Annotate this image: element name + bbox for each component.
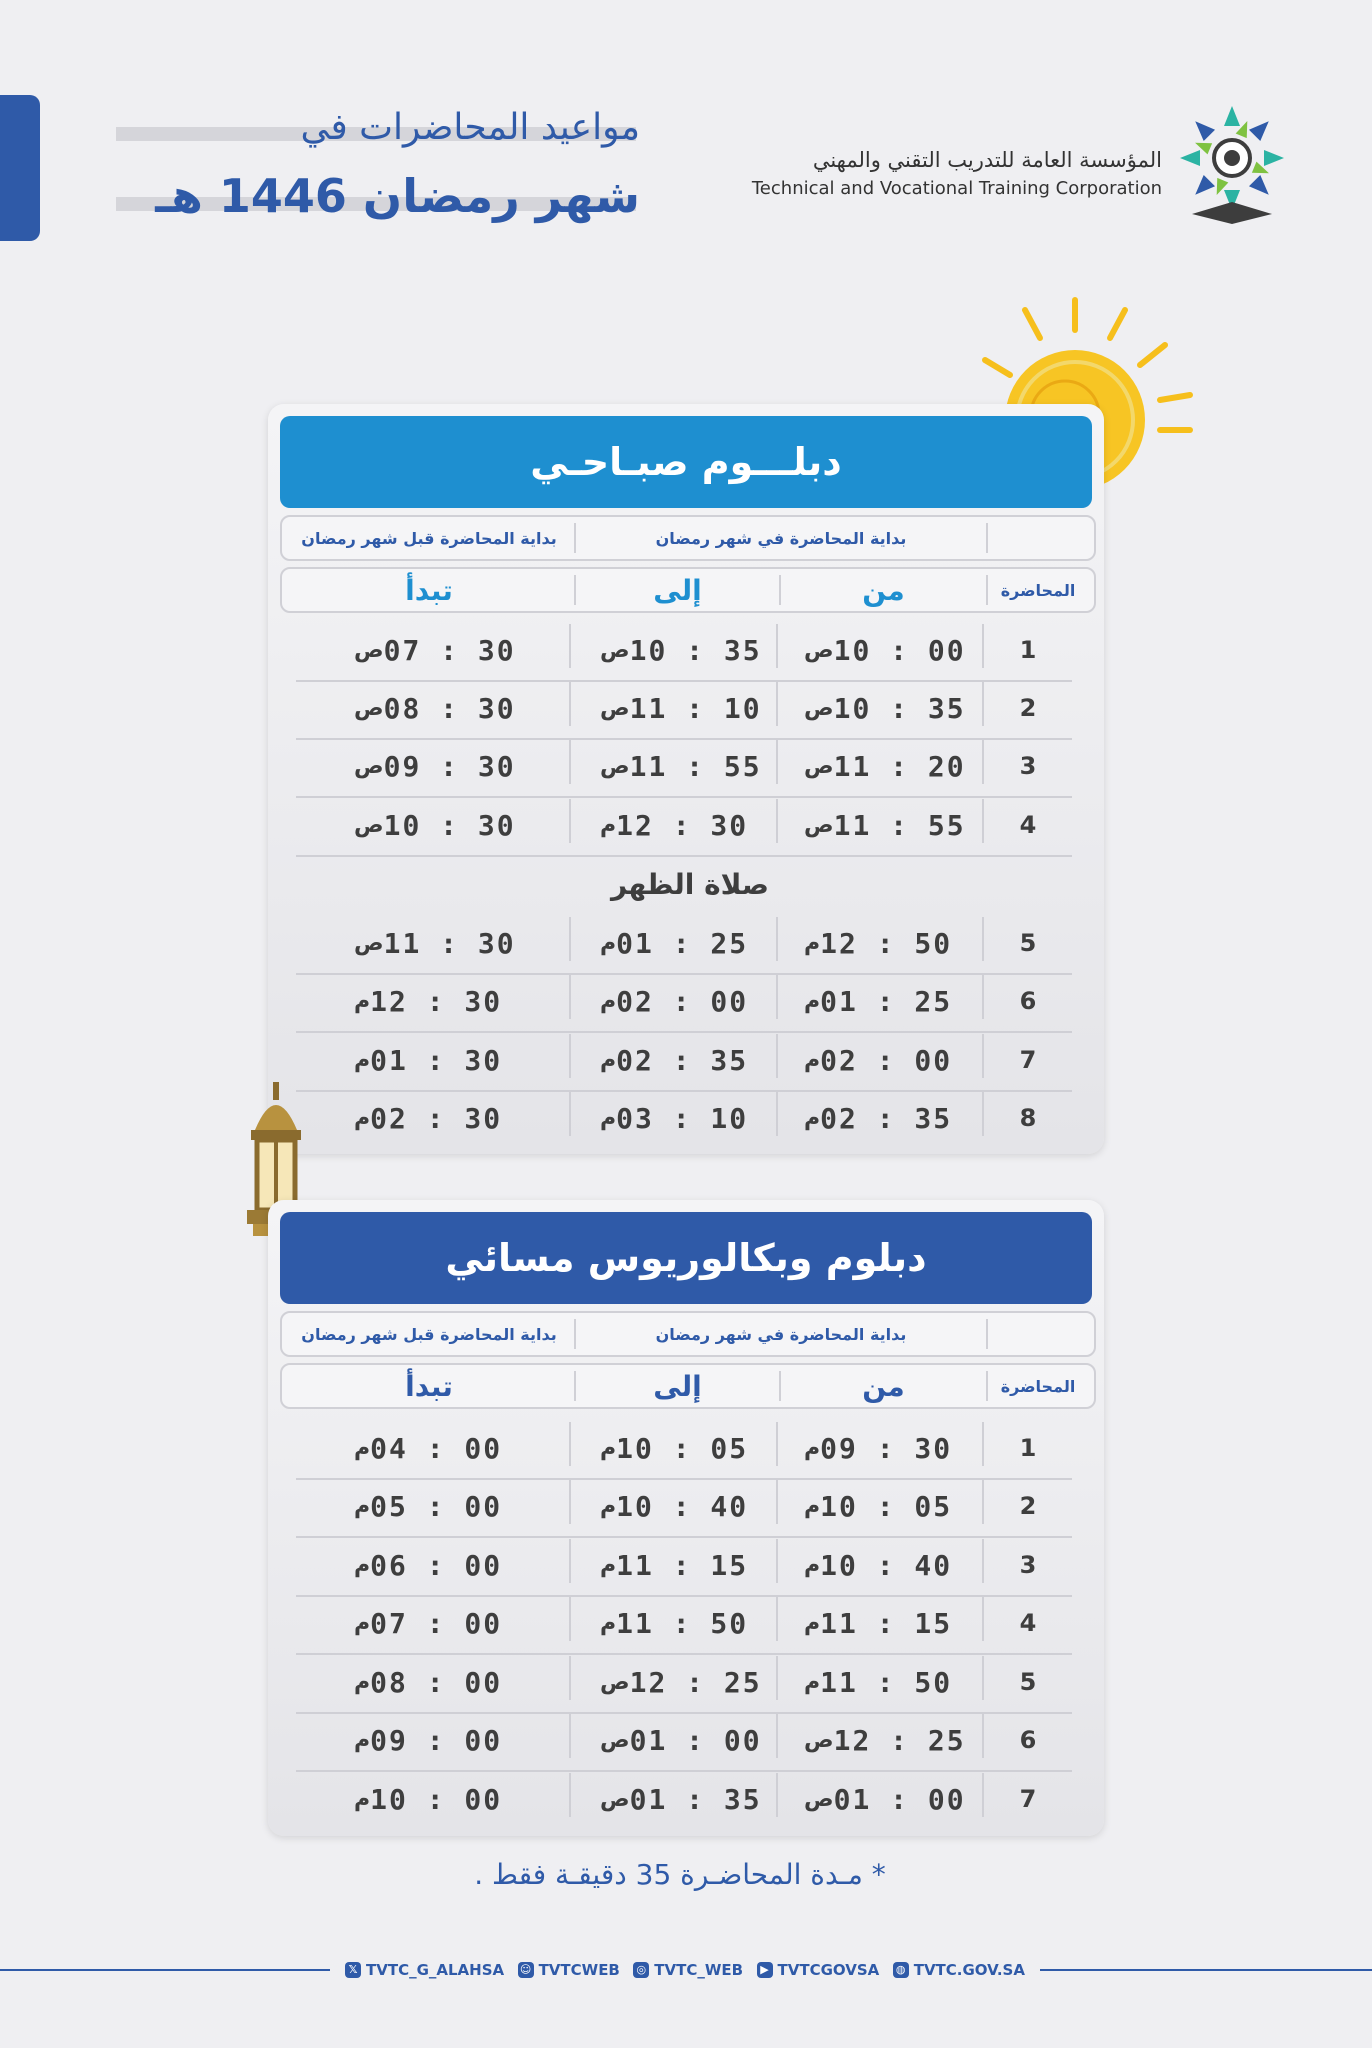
- lecture-number: 2: [1019, 694, 1039, 722]
- table-row: [296, 1597, 1072, 1655]
- youtube-icon: ▶: [757, 1962, 773, 1978]
- footer-link-text: TVTCWEB: [538, 1961, 620, 1979]
- side-accent-tab: [0, 95, 40, 241]
- from-time: 10 : 00: [833, 633, 966, 667]
- org-name-english: Technical and Vocational Training Corporation: [751, 178, 1162, 199]
- start-ampm: ص: [354, 695, 384, 721]
- group-ramadan-label: بداية المحاضرة في شهر رمضان: [655, 528, 907, 548]
- to-ampm: م: [600, 1435, 617, 1461]
- dhuhr-prayer-break: صلاة الظهر: [611, 868, 769, 901]
- evening-group-header: [280, 1311, 1096, 1357]
- to-ampm: ص: [600, 1669, 630, 1695]
- from-ampm: م: [804, 1105, 821, 1131]
- start-time: 04 : 00: [370, 1431, 503, 1465]
- start-time-cell: [340, 799, 570, 851]
- to-time: 01 : 00: [629, 1723, 762, 1757]
- start-time-cell: [340, 1539, 570, 1591]
- table-row: [296, 1034, 1072, 1092]
- from-ampm: ص: [804, 1786, 834, 1812]
- from-time: 11 : 15: [820, 1606, 953, 1640]
- from-time-cell: [790, 1656, 980, 1708]
- start-time: 05 : 00: [370, 1489, 503, 1523]
- start-time: 11 : 30: [383, 926, 516, 960]
- table-row: [296, 740, 1072, 798]
- start-time: 06 : 00: [370, 1548, 503, 1582]
- from-time: 10 : 40: [820, 1548, 953, 1582]
- from-ampm: ص: [804, 753, 834, 779]
- group-before-label: بداية المحاضرة قبل شهر رمضان: [301, 1324, 557, 1344]
- table-row: [296, 1480, 1072, 1538]
- start-time-cell: [340, 682, 570, 734]
- table-row: [296, 682, 1072, 740]
- to-time: 12 : 25: [629, 1665, 762, 1699]
- start-time-cell: [340, 740, 570, 792]
- col-to: إلى: [653, 573, 702, 607]
- from-ampm: ص: [804, 812, 834, 838]
- to-time-cell: [586, 1422, 786, 1474]
- start-time-cell: [340, 1597, 570, 1649]
- to-time-cell: [586, 975, 786, 1027]
- table-row: [296, 917, 1072, 975]
- lecture-number: 4: [1019, 1609, 1039, 1637]
- start-ampm: م: [354, 988, 371, 1014]
- table-row: [296, 1773, 1072, 1831]
- to-time: 01 : 35: [629, 1782, 762, 1816]
- to-time: 01 : 25: [616, 926, 749, 960]
- to-time: 02 : 35: [616, 1043, 749, 1077]
- start-time-cell: [340, 624, 570, 676]
- to-ampm: م: [600, 1493, 617, 1519]
- footer-social-links: [0, 1952, 1372, 1988]
- start-ampm: م: [354, 1552, 371, 1578]
- start-time: 10 : 30: [383, 808, 516, 842]
- start-time-cell: [340, 917, 570, 969]
- footer-link-text: TVTC_G_ALAHSA: [366, 1961, 505, 1979]
- lecture-number: 1: [1019, 636, 1039, 664]
- to-time: 10 : 40: [616, 1489, 749, 1523]
- to-time-cell: [586, 1480, 786, 1532]
- start-ampm: م: [354, 1669, 371, 1695]
- web-icon: ◍: [893, 1962, 909, 1978]
- lecture-duration-note: * مـدة المحاضـرة 35 دقيقـة فقط .: [474, 1858, 886, 1891]
- from-time-cell: [790, 682, 980, 734]
- footer-link-instagram[interactable]: [633, 1961, 743, 1979]
- lecture-number: 1: [1019, 1434, 1039, 1462]
- footer-link-web[interactable]: [893, 1961, 1025, 1979]
- from-time-cell: [790, 1773, 980, 1825]
- lecture-number: 3: [1019, 752, 1039, 780]
- from-time: 12 : 25: [833, 1723, 966, 1757]
- to-ampm: م: [600, 1047, 617, 1073]
- table-row: [296, 1656, 1072, 1714]
- to-time-cell: [586, 1539, 786, 1591]
- table-row: [296, 975, 1072, 1033]
- start-time-cell: [340, 1480, 570, 1532]
- start-ampm: ص: [354, 812, 384, 838]
- from-time-cell: [790, 740, 980, 792]
- from-time-cell: [790, 917, 980, 969]
- footer-link-text: TVTC.GOV.SA: [913, 1961, 1025, 1979]
- from-time-cell: [790, 1092, 980, 1144]
- from-time: 10 : 35: [833, 691, 966, 725]
- morning-column-header: [280, 567, 1096, 613]
- col-starts: تبدأ: [405, 573, 453, 607]
- to-ampm: ص: [600, 637, 630, 663]
- title-line-2: شهر رمضان 1446 هـ: [155, 169, 640, 223]
- start-time: 10 : 00: [370, 1782, 503, 1816]
- start-time: 08 : 00: [370, 1665, 503, 1699]
- from-time: 10 : 05: [820, 1489, 953, 1523]
- from-time-cell: [790, 624, 980, 676]
- start-time-cell: [340, 1422, 570, 1474]
- from-time-cell: [790, 975, 980, 1027]
- to-time: 11 : 15: [616, 1548, 749, 1582]
- from-ampm: م: [804, 1435, 821, 1461]
- start-time-cell: [340, 975, 570, 1027]
- to-time-cell: [586, 624, 786, 676]
- from-time-cell: [790, 1714, 980, 1766]
- to-ampm: م: [600, 1105, 617, 1131]
- from-time: 01 : 00: [833, 1782, 966, 1816]
- footer-link-x[interactable]: [345, 1961, 504, 1979]
- to-ampm: م: [600, 812, 617, 838]
- start-ampm: ص: [354, 753, 384, 779]
- start-time: 02 : 30: [370, 1101, 503, 1135]
- footer-link-text: TVTC_WEB: [654, 1961, 744, 1979]
- to-time: 11 : 50: [616, 1606, 749, 1640]
- to-time-cell: [586, 917, 786, 969]
- table-row: [296, 1092, 1072, 1150]
- from-time: 11 : 50: [820, 1665, 953, 1699]
- from-time: 11 : 55: [833, 808, 966, 842]
- to-time: 11 : 55: [629, 749, 762, 783]
- from-time: 12 : 50: [820, 926, 953, 960]
- col-lecture: المحاضرة: [1000, 1376, 1076, 1396]
- to-ampm: م: [600, 1610, 617, 1636]
- from-ampm: ص: [804, 1727, 834, 1753]
- lecture-number: 5: [1019, 929, 1039, 957]
- start-time: 09 : 30: [383, 749, 516, 783]
- start-ampm: م: [354, 1610, 371, 1636]
- col-from: من: [862, 573, 905, 607]
- to-time-cell: [586, 1034, 786, 1086]
- to-ampm: ص: [600, 1786, 630, 1812]
- to-time-cell: [586, 1597, 786, 1649]
- table-row: [296, 1539, 1072, 1597]
- lecture-number: 7: [1019, 1046, 1039, 1074]
- table-row: [296, 1714, 1072, 1772]
- start-ampm: م: [354, 1786, 371, 1812]
- from-time-cell: [790, 1597, 980, 1649]
- lecture-number: 8: [1019, 1104, 1039, 1132]
- to-time-cell: [586, 682, 786, 734]
- start-ampm: م: [354, 1493, 371, 1519]
- group-before-label: بداية المحاضرة قبل شهر رمضان: [301, 528, 557, 548]
- evening-column-header: [280, 1363, 1096, 1409]
- footer-link-text: TVTCGOVSA: [777, 1961, 880, 1979]
- from-time-cell: [790, 1422, 980, 1474]
- start-ampm: م: [354, 1105, 371, 1131]
- start-ampm: م: [354, 1435, 371, 1461]
- from-ampm: ص: [804, 637, 834, 663]
- to-ampm: ص: [600, 695, 630, 721]
- x-icon: 𝕏: [345, 1962, 361, 1978]
- from-time-cell: [790, 1480, 980, 1532]
- to-time-cell: [586, 740, 786, 792]
- from-ampm: م: [804, 1552, 821, 1578]
- col-starts: تبدأ: [405, 1369, 453, 1403]
- to-time: 11 : 10: [629, 691, 762, 725]
- to-time: 10 : 05: [616, 1431, 749, 1465]
- lecture-number: 6: [1019, 987, 1039, 1015]
- from-time-cell: [790, 1034, 980, 1086]
- from-time-cell: [790, 799, 980, 851]
- from-time: 02 : 35: [820, 1101, 953, 1135]
- start-ampm: م: [354, 1727, 371, 1753]
- start-time: 07 : 00: [370, 1606, 503, 1640]
- instagram-icon: ◎: [633, 1962, 649, 1978]
- from-ampm: م: [804, 1669, 821, 1695]
- start-ampm: ص: [354, 637, 384, 663]
- from-ampm: ص: [804, 695, 834, 721]
- to-time: 03 : 10: [616, 1101, 749, 1135]
- table-row: [296, 799, 1072, 857]
- start-time: 12 : 30: [370, 984, 503, 1018]
- to-time: 02 : 00: [616, 984, 749, 1018]
- evening-program-title: دبلوم وبكالوريوس مسائي: [280, 1212, 1092, 1304]
- morning-diploma-title: دبلـــوم صبـاحـي: [280, 416, 1092, 508]
- start-ampm: م: [354, 1047, 371, 1073]
- start-time: 09 : 00: [370, 1723, 503, 1757]
- start-time-cell: [340, 1714, 570, 1766]
- tvtc-logo-icon: [1172, 102, 1292, 227]
- start-time: 01 : 30: [370, 1043, 503, 1077]
- to-ampm: م: [600, 930, 617, 956]
- table-row: [296, 624, 1072, 682]
- col-to: إلى: [653, 1369, 702, 1403]
- from-ampm: م: [804, 930, 821, 956]
- morning-group-header: [280, 515, 1096, 561]
- to-time: 10 : 35: [629, 633, 762, 667]
- start-ampm: ص: [354, 930, 384, 956]
- title-line-1: مواعيد المحاضرات في: [300, 107, 640, 148]
- lecture-number: 4: [1019, 811, 1039, 839]
- from-time: 09 : 30: [820, 1431, 953, 1465]
- lecture-number: 6: [1019, 1726, 1039, 1754]
- lecture-number: 7: [1019, 1785, 1039, 1813]
- from-ampm: م: [804, 1493, 821, 1519]
- footer-link-snapchat[interactable]: [518, 1961, 620, 1979]
- table-row: [296, 1422, 1072, 1480]
- col-lecture: المحاضرة: [1000, 580, 1076, 600]
- snapchat-icon: ☺: [518, 1962, 534, 1978]
- start-time-cell: [340, 1773, 570, 1825]
- to-ampm: ص: [600, 753, 630, 779]
- to-time-cell: [586, 1773, 786, 1825]
- from-ampm: م: [804, 1610, 821, 1636]
- to-ampm: م: [600, 988, 617, 1014]
- to-ampm: ص: [600, 1727, 630, 1753]
- from-ampm: م: [804, 1047, 821, 1073]
- org-name-arabic: المؤسسة العامة للتدريب التقني والمهني: [812, 148, 1162, 172]
- to-time-cell: [586, 799, 786, 851]
- page-title: [110, 105, 640, 230]
- to-ampm: م: [600, 1552, 617, 1578]
- lecture-number: 3: [1019, 1551, 1039, 1579]
- start-time: 07 : 30: [383, 633, 516, 667]
- to-time-cell: [586, 1656, 786, 1708]
- lecture-number: 5: [1019, 1668, 1039, 1696]
- to-time: 12 : 30: [616, 808, 749, 842]
- start-time-cell: [340, 1656, 570, 1708]
- from-time: 02 : 00: [820, 1043, 953, 1077]
- from-time: 11 : 20: [833, 749, 966, 783]
- footer-link-youtube[interactable]: [757, 1961, 880, 1979]
- group-ramadan-label: بداية المحاضرة في شهر رمضان: [655, 1324, 907, 1344]
- to-time-cell: [586, 1714, 786, 1766]
- start-time: 08 : 30: [383, 691, 516, 725]
- lecture-number: 2: [1019, 1492, 1039, 1520]
- col-from: من: [862, 1369, 905, 1403]
- from-time-cell: [790, 1539, 980, 1591]
- from-time: 01 : 25: [820, 984, 953, 1018]
- from-ampm: م: [804, 988, 821, 1014]
- to-time-cell: [586, 1092, 786, 1144]
